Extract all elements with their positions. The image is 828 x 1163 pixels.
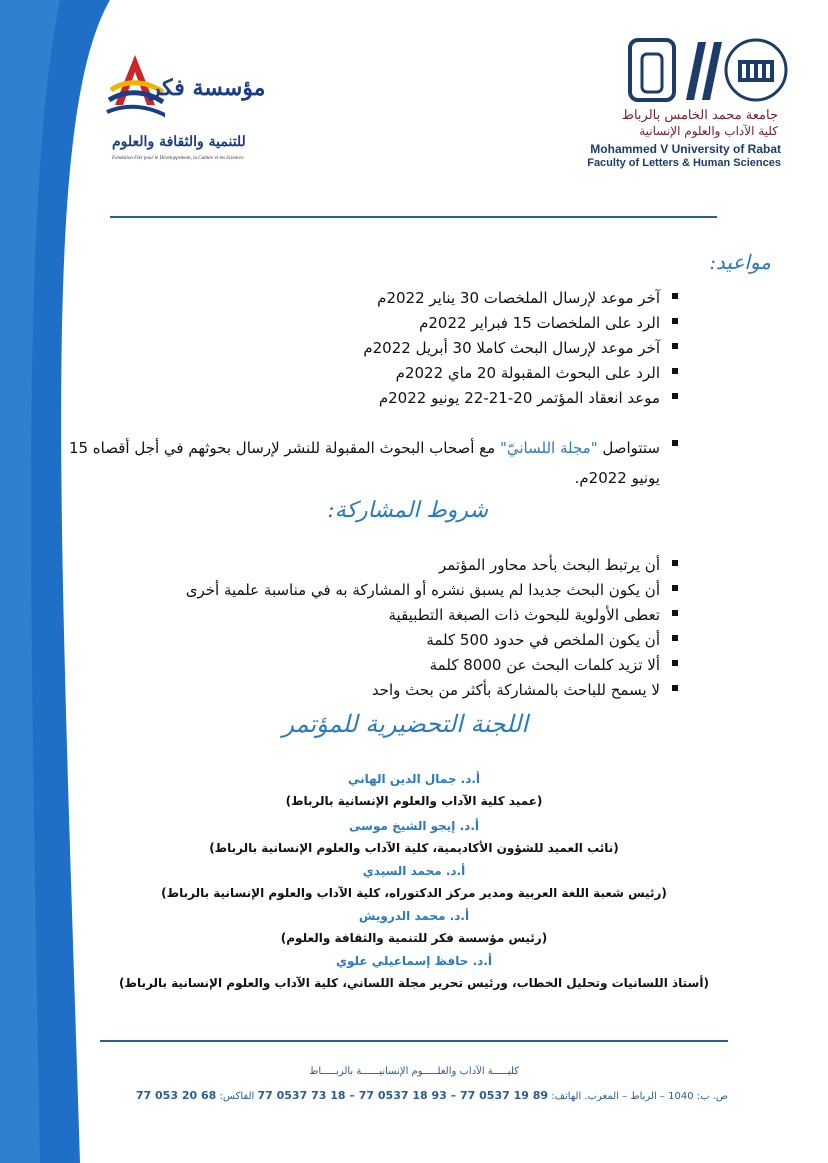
faculty-name-english: Faculty of Letters & Human Sciences xyxy=(587,157,781,169)
list-item: ألا تزيد كلمات البحث عن 8000 كلمة xyxy=(186,653,678,678)
member-name: أ.د. إيجو الشيخ موسى xyxy=(349,819,479,833)
journal-note-list xyxy=(58,433,678,493)
header-divider xyxy=(110,216,717,218)
list-item: أن يكون الملخص في حدود 500 كلمة xyxy=(186,628,678,653)
member-role: (عميد كلية الآداب والعلوم الإنسانية بالرباط) xyxy=(285,794,543,808)
member-name: أ.د. جمال الدين الهاني xyxy=(347,772,481,786)
list-item: أن يكون البحث جديدا لم يسبق نشره أو المشاركة به في مناسبة علمية أخرى xyxy=(186,578,678,603)
member-role: (رئيس شعبة اللغة العربية ومدير مركز الدكتوراه، كلية الآداب والعلوم الإنسانية بالرباط) xyxy=(161,886,667,900)
list-item: آخر موعد لإرسال الملخصات 30 يناير 2022م xyxy=(363,286,678,311)
deadlines-title: مواعيد: xyxy=(709,250,771,274)
university-emblem-icon xyxy=(628,36,788,106)
deadlines-list xyxy=(363,286,678,411)
bullet-icon xyxy=(672,440,678,446)
member-role: (نائب العميد للشؤون الأكاديمية، كلية الآداب والعلوم الإنسانية بالرباط) xyxy=(209,841,619,855)
conditions-list xyxy=(186,553,678,703)
footer-contact-info xyxy=(136,1089,728,1102)
bullet-icon xyxy=(672,635,678,641)
bullet-icon xyxy=(672,368,678,374)
university-name-english: Mohammed V University of Rabat xyxy=(590,142,781,156)
footer-address: ص. ب: 1040 – الرباط – المغرب. الهاتف: xyxy=(548,1091,728,1102)
bullet-icon xyxy=(672,585,678,591)
footer-fax-label: الفاكس: xyxy=(216,1091,258,1102)
list-item: تعطى الأولوية للبحوث ذات الصبغة التطبيقية xyxy=(186,603,678,628)
faculty-name-arabic: كلية الآداب والعلوم الإنسانية xyxy=(639,124,778,138)
conditions-title: شروط المشاركة: xyxy=(327,498,488,523)
list-item: موعد انعقاد المؤتمر 20-21-22 يونيو 2022م xyxy=(363,386,678,411)
bullet-icon xyxy=(672,343,678,349)
committee-member xyxy=(100,819,728,855)
list-item: أن يرتبط البحث بأحد محاور المؤتمر xyxy=(186,553,678,578)
university-name-arabic: جامعة محمد الخامس بالرباط xyxy=(621,108,778,123)
list-item: الرد على البحوث المقبولة 20 ماي 2022م xyxy=(363,361,678,386)
journal-name: "مجلة اللسانيّ" xyxy=(499,439,598,457)
committee-member xyxy=(100,954,728,990)
foundation-subtitle: للتنمية والثقافة والعلوم xyxy=(112,134,246,150)
list-item: الرد على الملخصات 15 فبراير 2022م xyxy=(363,311,678,336)
member-role: (أستاذ اللسانيات وتحليل الخطاب، ورئيس تحرير مجلة اللساني، كلية الآداب والعلوم الإنسانية بالرباط) xyxy=(119,976,709,990)
bullet-icon xyxy=(672,560,678,566)
bullet-icon xyxy=(672,685,678,691)
bullet-icon xyxy=(672,293,678,299)
footer-faculty-name: كليـــــة الآداب والعلـــــوم الإنسانيــــــة بالربـــــاط xyxy=(309,1066,519,1077)
bullet-icon xyxy=(672,660,678,666)
foundation-tagline: Fondation Fikr pour le Développement, la Culture et les Sciences xyxy=(112,156,244,161)
bullet-icon xyxy=(672,318,678,324)
bullet-icon xyxy=(672,393,678,399)
member-role: (رئيس مؤسسة فكر للتنمية والثقافة والعلوم) xyxy=(280,931,548,945)
member-name: أ.د. حافظ إسماعيلي علوي xyxy=(336,954,492,968)
member-name: أ.د. محمد السيدي xyxy=(362,864,466,878)
member-name: أ.د. محمد الدرويش xyxy=(358,909,470,923)
committee-member xyxy=(100,909,728,945)
foundation-name: مؤسسة فكر xyxy=(150,75,266,101)
bullet-icon xyxy=(672,610,678,616)
footer-phones: 89 19 0537 77 – 93 18 0537 77 – 18 73 0537 77 xyxy=(257,1089,549,1102)
committee-member xyxy=(100,772,728,808)
journal-note: ستتواصل "مجلة اللسانيّ" مع أصحاب البحوث المقبولة للنشر لإرسال بحوثهم في أجل أقصاه 15 يونيو 2022م. xyxy=(58,433,678,493)
footer-fax: 68 20 053 77 xyxy=(135,1089,217,1102)
foundation-logo xyxy=(100,50,280,170)
footer-divider xyxy=(100,1040,728,1042)
committee-title: اللجنة التحضيرية للمؤتمر xyxy=(282,710,528,738)
list-item: آخر موعد لإرسال البحث كاملا 30 أبريل 2022م xyxy=(363,336,678,361)
list-item: لا يسمح للباحث بالمشاركة بأكثر من بحث واحد xyxy=(186,678,678,703)
committee-member xyxy=(100,864,728,900)
